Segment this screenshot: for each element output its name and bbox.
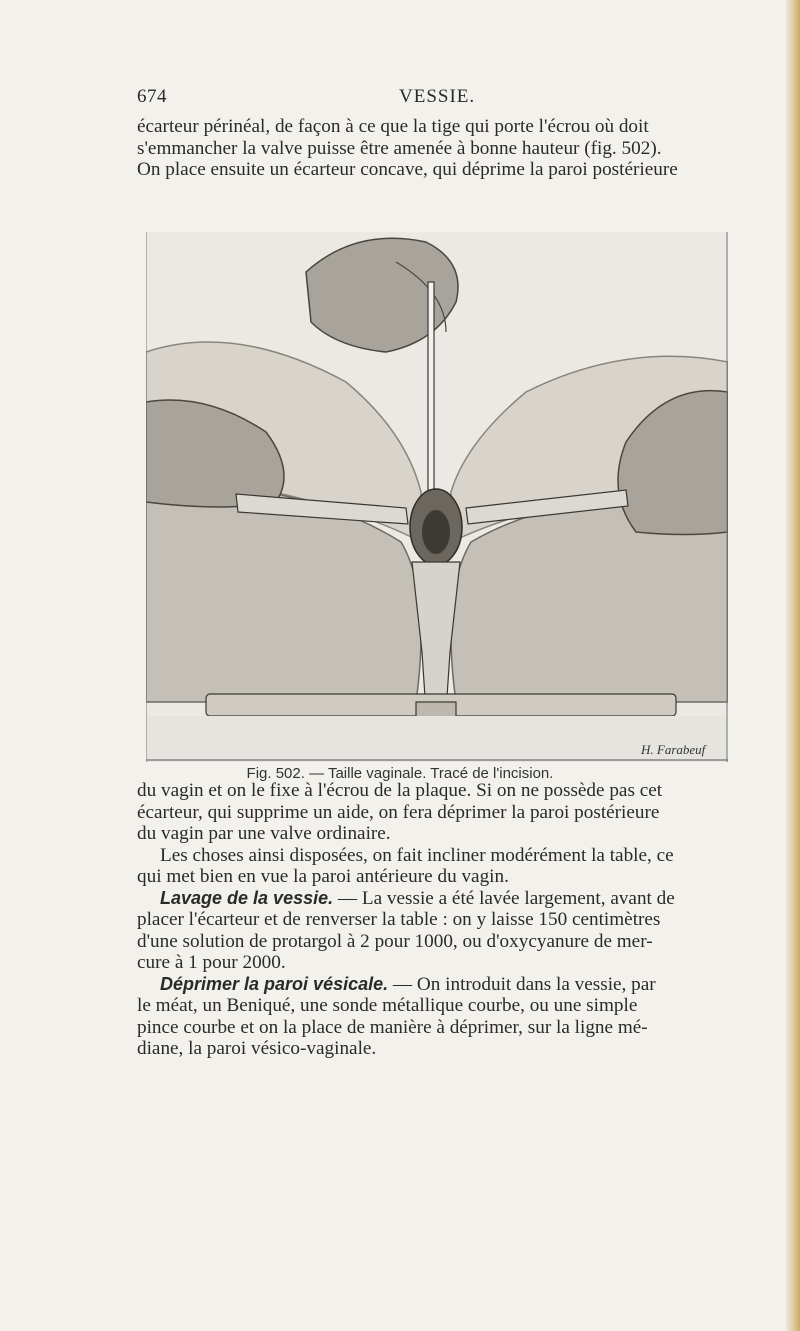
figure-illustration xyxy=(146,232,728,762)
text-line: On place ensuite un écarteur concave, qui déprime la paroi postérieure xyxy=(137,159,678,180)
text-line: écarteur, qui supprime un aide, on fera déprimer la paroi postérieure xyxy=(137,801,660,823)
body-text xyxy=(137,780,735,1060)
text-line: qui met bien en vue la paroi antérieure du vagin. xyxy=(137,866,509,887)
page-number: 674 xyxy=(137,86,167,107)
text-line: Les choses ainsi disposées, on fait incliner modérément la table, ce xyxy=(160,844,674,866)
text-line: du vagin et on le fixe à l'écrou de la plaque. Si on ne possède pas cet xyxy=(137,780,663,801)
text-line: s'emmancher la valve puisse être amenée à bonne hauteur (fig. 502). xyxy=(137,137,662,159)
running-header xyxy=(137,86,737,110)
section-heading: Déprimer la paroi vésicale. xyxy=(160,973,389,994)
running-title: VESSIE. xyxy=(399,86,476,107)
text-line: pince courbe et on la place de manière à déprimer, sur la ligne mé- xyxy=(137,1016,648,1038)
text-line: — La vessie a été lavée largement, avant de xyxy=(333,887,675,909)
figure-caption: Fig. 502. — Taille vaginale. Tracé de l'incision. xyxy=(246,765,554,782)
text-line: du vagin par une valve ordinaire. xyxy=(137,823,391,844)
surgical-illustration xyxy=(146,232,728,762)
artist-signature: H. Farabeuf xyxy=(641,742,706,757)
section-paragraph xyxy=(137,888,735,910)
text-line: cure à 1 pour 2000. xyxy=(137,952,286,973)
text-line: d'une solution de protargol à 2 pour 1000, ou d'oxycyanure de mer- xyxy=(137,930,653,952)
text-line: écarteur périnéal, de façon à ce que la tige qui porte l'écrou où doit xyxy=(137,116,649,137)
text-line: — On introduit dans la vessie, par xyxy=(388,973,656,995)
text-line: placer l'écarteur et de renverser la table : on y laisse 150 centimètres xyxy=(137,909,661,930)
page-edge xyxy=(786,0,800,1331)
section-paragraph xyxy=(137,974,735,996)
top-paragraph xyxy=(137,116,735,181)
text-line: le méat, un Beniqué, une sonde métallique courbe, ou une simple xyxy=(137,995,638,1016)
section-heading: Lavage de la vessie. xyxy=(160,887,334,908)
text-line: diane, la paroi vésico-vaginale. xyxy=(137,1038,377,1059)
rod-shape xyxy=(428,282,434,512)
